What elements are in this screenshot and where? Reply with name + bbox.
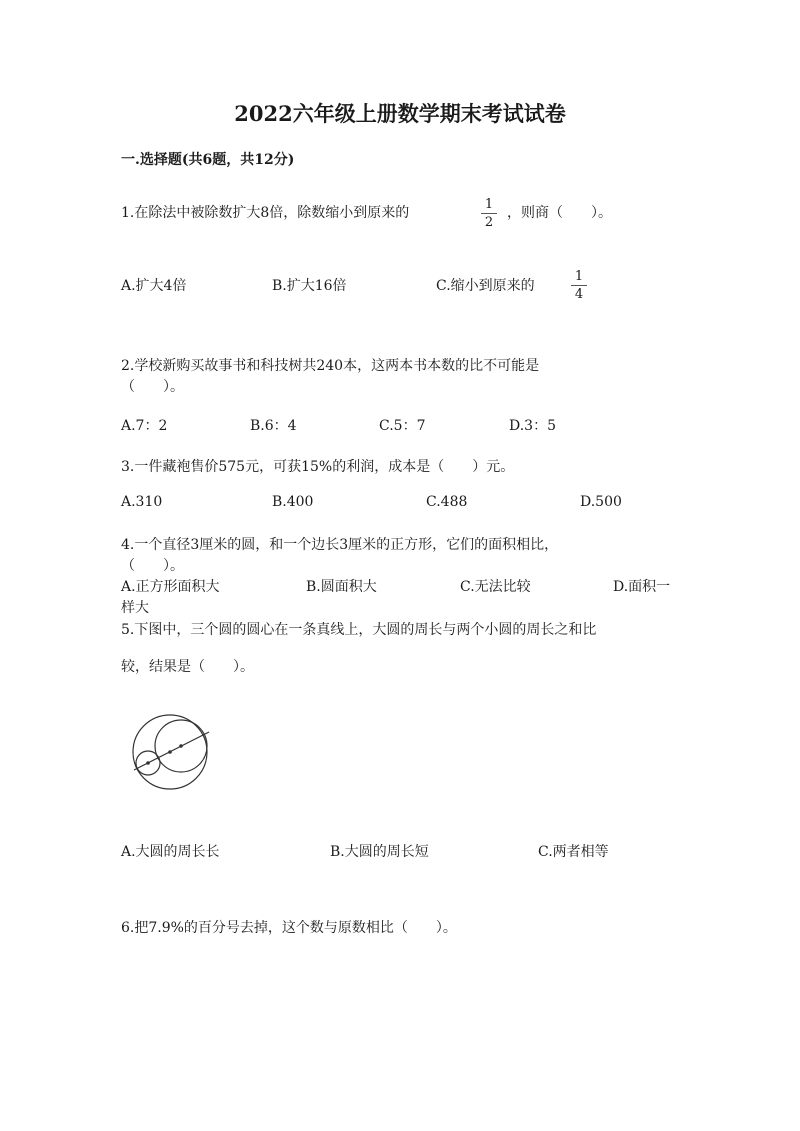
question-1-stem-b: ，则商（ ）。 [507,205,612,221]
question-2-option-c[interactable]: C.5：7 [379,418,426,434]
question-1-stem-a: 1.在除法中被除数扩大8倍，除数缩小到原来的 [121,205,410,221]
question-4-stem-line1: 4.一个直径3厘米的圆，和一个边长3厘米的正方形，它们的面积相比， [121,537,559,553]
question-5-stem-line2: 较，结果是（ ）。 [121,659,254,675]
question-1-option-c-fraction [571,270,587,301]
center-dot-medium [179,744,183,748]
question-4-stem-line2: （ ）。 [121,558,184,574]
fraction-denominator: 4 [574,287,584,302]
question-6-stem: 6.把7.9%的百分号去掉，这个数与原数相比（ ）。 [121,920,457,936]
question-2-stem-line2: （ ）。 [121,379,184,395]
fraction-denominator: 2 [484,215,494,230]
center-dot-big [168,750,172,754]
fraction-numerator: 1 [484,197,494,212]
question-3-option-b[interactable]: B.400 [272,494,314,510]
question-2-option-d[interactable]: D.3：5 [509,418,556,434]
fraction-bar [571,285,587,286]
question-3-option-c[interactable]: C.488 [426,494,468,510]
page-title: 2022六年级上册数学期末考试试卷 [234,101,566,126]
question-1-fraction [481,198,497,229]
fraction-bar [481,213,497,214]
question-5-option-b[interactable]: B.大圆的周长短 [330,844,429,860]
fraction-numerator: 1 [574,269,584,284]
question-3-option-d[interactable]: D.500 [580,494,622,510]
three-circles-figure [126,712,216,792]
center-dot-small [146,761,150,765]
question-5-option-a[interactable]: A.大圆的周长长 [121,844,220,860]
question-2-option-a[interactable]: A.7：2 [121,418,168,434]
question-4-option-a[interactable]: A.正方形面积大 [121,579,220,595]
question-4-option-c[interactable]: C.无法比较 [460,579,531,595]
question-4-option-d-line2[interactable]: 样大 [121,600,149,616]
question-4-option-b[interactable]: B.圆面积大 [306,579,377,595]
question-2-option-b[interactable]: B.6：4 [250,418,297,434]
question-1-option-b[interactable]: B.扩大16倍 [272,278,347,294]
question-2-stem-line1: 2.学校新购买故事书和科技树共240本，这两本书本数的比不可能是 [121,358,540,374]
question-4-option-d-line1[interactable]: D.面积一 [613,579,671,595]
question-1-option-a[interactable]: A.扩大4倍 [121,278,187,294]
question-5-option-c[interactable]: C.两者相等 [538,844,609,860]
question-3-stem: 3.一件藏袍售价575元，可获15%的利润，成本是（ ）元。 [121,459,515,475]
question-5-stem-line1: 5.下图中，三个圆的圆心在一条真线上，大圆的周长与两个小圆的周长之和比 [121,622,597,638]
question-3-option-a[interactable]: A.310 [121,494,163,510]
section-heading: 一.选择题(共6题，共12分) [121,152,295,168]
question-1-option-c[interactable]: C.缩小到原来的 [436,278,535,294]
